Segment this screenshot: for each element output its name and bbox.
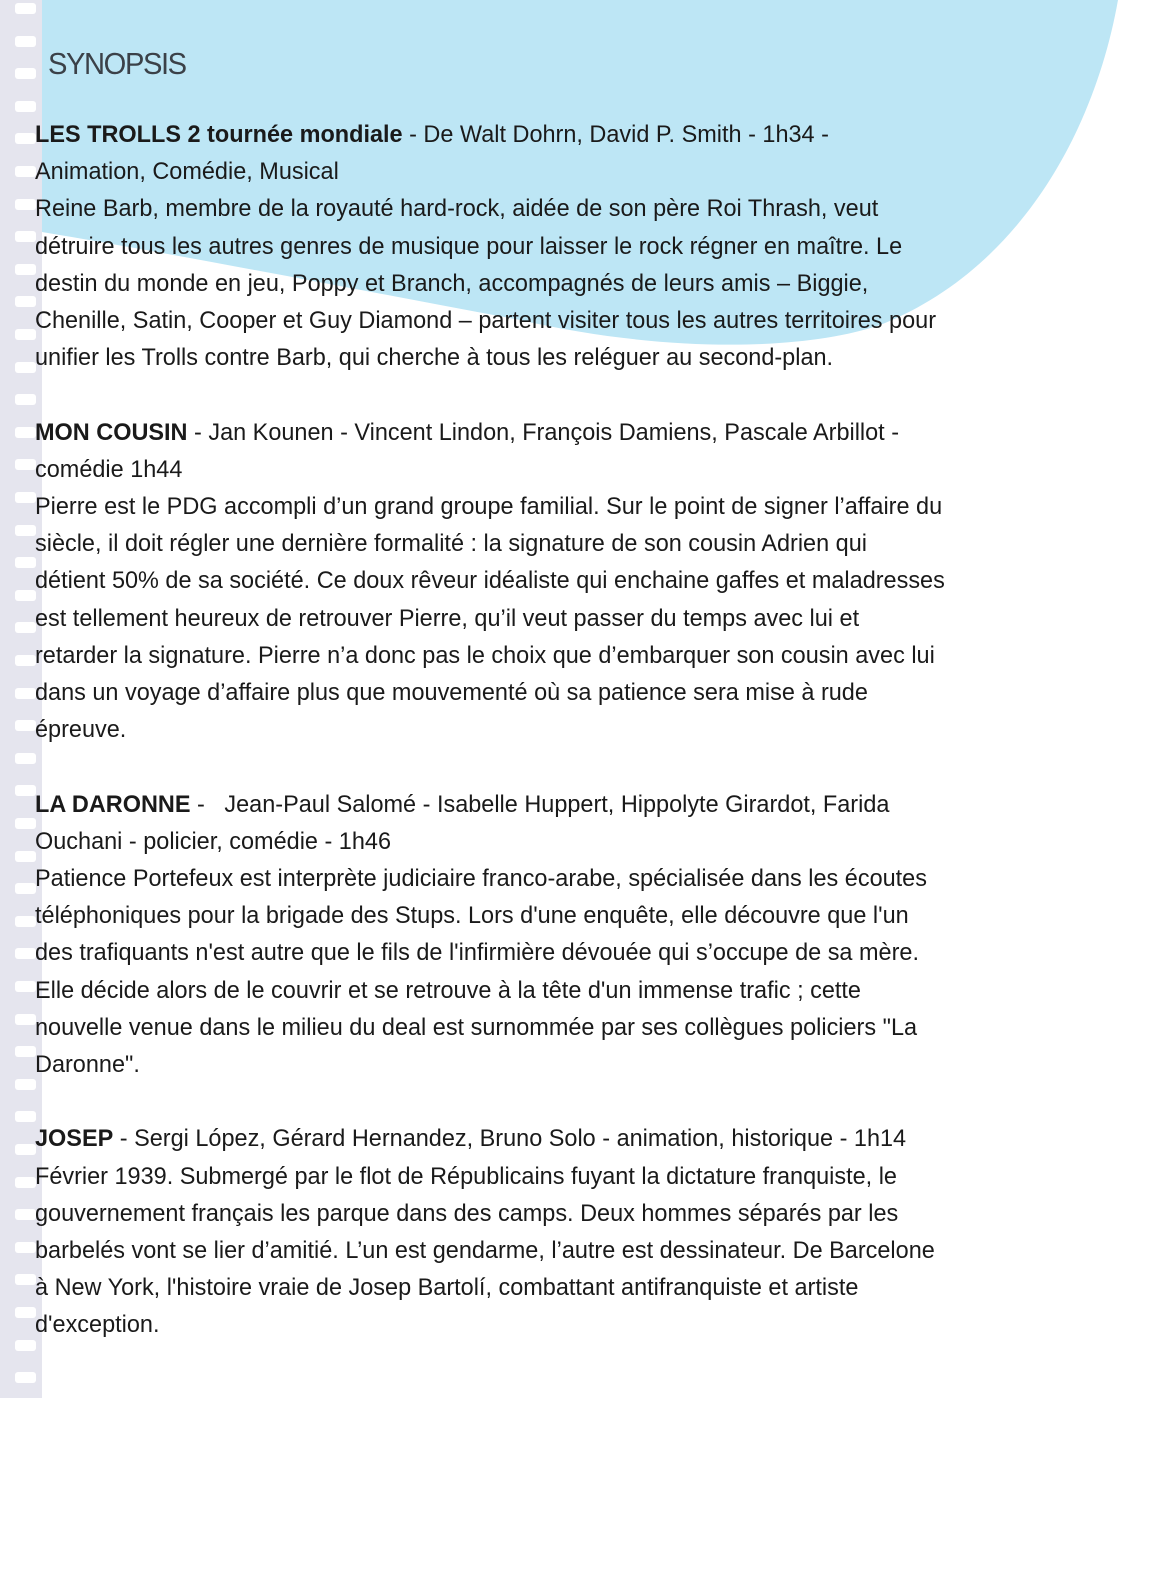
synopsis-line: d'exception. (35, 1311, 160, 1339)
film-perforation-icon (15, 688, 36, 699)
film-perforation-icon (15, 557, 36, 568)
film-perforation-icon (15, 525, 36, 536)
film-perforation-icon (15, 199, 36, 210)
film-perforation-icon (15, 818, 36, 829)
film-perforation-icon (15, 459, 36, 470)
film-perforation-icon (15, 101, 36, 112)
film-perforation-icon (15, 948, 36, 959)
film-meta-continued: Ouchani - policier, comédie - 1h46 (35, 827, 392, 855)
film-perforation-icon (15, 231, 36, 242)
synopsis-line: Elle décide alors de le couvrir et se retrouve à la tête d'un immense trafic ; cette (35, 976, 861, 1004)
synopsis-line: détient 50% de sa société. Ce doux rêveur idéaliste qui enchaine gaffes et maladresses (35, 567, 945, 595)
synopsis-line: détruire tous les autres genres de musique pour laisser le rock régner en maître. Le (35, 232, 903, 260)
film-perforation-icon (15, 622, 36, 633)
synopsis-line: barbelés vont se lier d’amitié. L’un est gendarme, l’autre est dessinateur. De Barcelone (35, 1237, 935, 1265)
synopsis-line: nouvelle venue dans le milieu du deal est surnommée par ses collègues policiers "La (35, 1013, 918, 1041)
film-perforation-icon (15, 492, 36, 503)
film-perforation-icon (15, 1079, 36, 1090)
film-title: JOSEP (35, 1125, 114, 1153)
film-meta: - Jean-Paul Salomé - Isabelle Huppert, Hippolyte Girardot, Farida (190, 790, 890, 818)
film-entry-la-daronne (35, 786, 1145, 1084)
film-entry-mon-cousin (35, 414, 1145, 749)
film-header-line (35, 786, 1120, 823)
film-perforation-icon (15, 1046, 36, 1057)
film-perforation-icon (15, 133, 36, 144)
film-perforation-icon (15, 36, 36, 47)
synopsis-line: Reine Barb, membre de la royauté hard-rock, aidée de son père Roi Thrash, veut (35, 195, 879, 223)
film-perforation-icon (15, 1340, 36, 1351)
film-entry-trolls (35, 116, 1145, 376)
film-perforation-icon (15, 1111, 36, 1122)
film-perforation-icon (15, 68, 36, 79)
synopsis-line: à New York, l'histoire vraie de Josep Bartolí, combattant antifranquiste et artiste (35, 1274, 859, 1302)
film-title: LA DARONNE (35, 790, 191, 818)
synopsis-line: retarder la signature. Pierre n’a donc pas le choix que d’embarquer son cousin avec lui (35, 641, 935, 669)
film-perforation-icon (15, 1274, 36, 1285)
film-header-line (35, 1120, 1120, 1157)
film-perforation-icon (15, 1307, 36, 1318)
film-meta-continued: Animation, Comédie, Musical (35, 158, 339, 186)
film-perforation-icon (15, 785, 36, 796)
synopsis-line: Daronne". (35, 1051, 140, 1079)
film-meta: - Sergi López, Gérard Hernandez, Bruno Solo - animation, historique - 1h14 (113, 1125, 907, 1153)
film-perforation-icon (15, 3, 36, 14)
film-perforation-icon (15, 1242, 36, 1253)
film-perforation-icon (15, 981, 36, 992)
synopsis-line: gouvernement français les parque dans des camps. Deux hommes séparés par les (35, 1199, 899, 1227)
film-perforation-icon (15, 1372, 36, 1383)
film-perforation-icon (15, 427, 36, 438)
film-perforation-icon (15, 1014, 36, 1025)
film-perforation-icon (15, 883, 36, 894)
synopsis-line: Pierre est le PDG accompli d’un grand groupe familial. Sur le point de signer l’affaire du (35, 493, 943, 521)
film-perforation-icon (15, 296, 36, 307)
film-perforation-icon (15, 655, 36, 666)
film-perforation-icon (15, 753, 36, 764)
synopsis-line: Patience Portefeux est interprète judiciaire franco-arabe, spécialisée dans les écoutes (35, 865, 927, 893)
film-header-line (35, 414, 1120, 451)
film-perforation-icon (15, 851, 36, 862)
film-entry-josep (35, 1120, 1145, 1343)
synopsis-list (35, 116, 1145, 1381)
film-meta: - De Walt Dohrn, David P. Smith - 1h34 - (402, 121, 829, 148)
film-perforation-icon (15, 166, 36, 177)
film-perforation-icon (15, 916, 36, 927)
film-title: MON COUSIN (35, 418, 188, 446)
film-title: LES TROLLS 2 tournée mondiale (35, 121, 403, 148)
synopsis-line: téléphoniques pour la brigade des Stups. Lors d'une enquête, elle découvre que l'un (35, 902, 909, 930)
film-perforation-icon (15, 329, 36, 340)
synopsis-line: des trafiquants n'est autre que le fils de l'infirmière dévouée qui s’occupe de sa mère. (35, 939, 919, 967)
synopsis-line: épreuve. (35, 716, 127, 744)
film-perforation-icon (15, 590, 36, 601)
film-meta: - Jan Kounen - Vincent Lindon, François Damiens, Pascale Arbillot - (187, 418, 900, 446)
synopsis-line: destin du monde en jeu, Poppy et Branch, accompagnés de leurs amis – Biggie, (35, 269, 869, 297)
film-perforation-icon (15, 362, 36, 373)
film-perforation-icon (15, 1177, 36, 1188)
synopsis-line: unifier les Trolls contre Barb, qui cherche à tous les reléguer au second-plan. (35, 344, 834, 372)
synopsis-line: est tellement heureux de retrouver Pierre, qu’il veut passer du temps avec lui et (35, 604, 860, 632)
synopsis-line: Chenille, Satin, Cooper et Guy Diamond – partent visiter tous les autres territoires pour (35, 307, 937, 335)
film-header-line (35, 116, 1120, 153)
film-perforation-icon (15, 1209, 36, 1220)
synopsis-line: dans un voyage d’affaire plus que mouvementé où sa patience sera mise à rude (35, 679, 868, 707)
film-perforation-icon (15, 394, 36, 405)
film-perforation-icon (15, 264, 36, 275)
film-perforation-icon (15, 1144, 36, 1155)
synopsis-line: Février 1939. Submergé par le flot de Républicains fuyant la dictature franquiste, le (35, 1162, 897, 1190)
film-meta-continued: comédie 1h44 (35, 455, 183, 483)
synopsis-line: siècle, il doit régler une dernière formalité : la signature de son cousin Adrien qui (35, 530, 867, 558)
page-title: SYNOPSIS (48, 46, 186, 81)
film-perforation-icon (15, 720, 36, 731)
